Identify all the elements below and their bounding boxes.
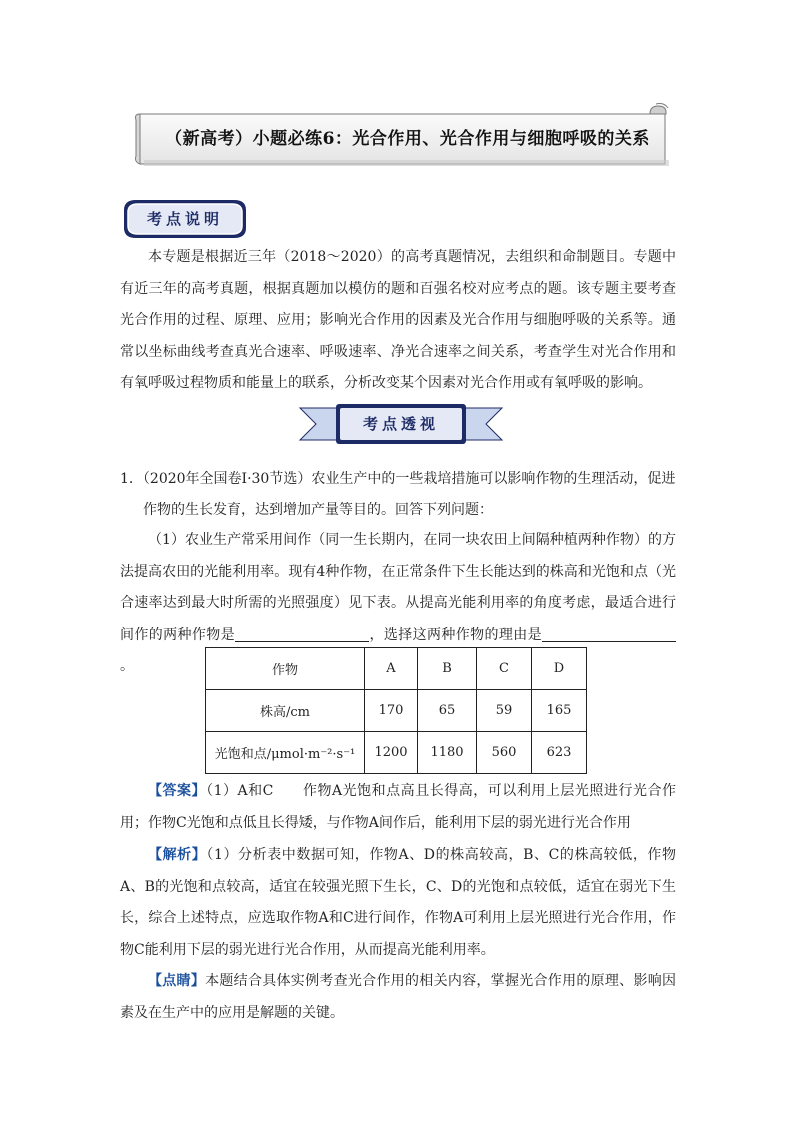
intro-paragraph: 本专题是根据近三年（2018～2020）的高考真题情况，去组织和命制题目。专题中有近三年的高考真题，根据真题加以模仿的题和百强名校对应考点的题。该专题主要考查光合作用的过程、原理、应用；影响光合作用的因素及光合作用与细胞呼吸的关系等。通常以坐标曲线考查真光合速率、呼吸速率、净光合速率之间关系，考查学生对光合作用和有氧呼吸过程物质和能量上的联系，分析改变某个因素对光合作用或有氧呼吸的影响。 bbox=[120, 249, 676, 391]
table-header-cell: A bbox=[365, 648, 418, 690]
question-line-2: 作物的生长发育，达到增加产量等目的。回答下列问题： bbox=[143, 502, 493, 518]
answer-tag: 【答案】 bbox=[148, 783, 207, 799]
answer-section bbox=[120, 776, 676, 839]
analysis-text: （1）分析表中数据可知，作物A、D的株高较高，B、C的株高较低，作物A、B的光饱和点较高，适宜在较强光照下生长，C、D的光饱和点较低，适宜在弱光下生长，综合上述特点，应选取作物A和C进行间作，作物A可利用上层光照进行光合作用，作物C能利用下层的弱光进行光合作用，从而提高光能利用率。 bbox=[120, 847, 676, 958]
table-cell: 65 bbox=[418, 690, 477, 732]
crop-data-table bbox=[205, 647, 587, 774]
answer-blank-1[interactable] bbox=[235, 625, 369, 642]
table-cell: 165 bbox=[532, 690, 587, 732]
table-header-cell: C bbox=[477, 648, 532, 690]
page-title: （新高考）小题必练6：光合作用、光合作用与细胞呼吸的关系 bbox=[165, 129, 650, 149]
table-row bbox=[206, 732, 587, 774]
answer-blank-2[interactable] bbox=[542, 625, 676, 642]
question-text-part3: 。 bbox=[120, 658, 134, 674]
exam-analysis-badge: 考点透视 bbox=[362, 415, 439, 433]
table-cell: 1180 bbox=[418, 732, 477, 774]
question-text-part2: ，选择这两种作物的理由是 bbox=[369, 626, 543, 643]
table-cell: 光饱和点/μmol·m⁻²·s⁻¹ bbox=[206, 732, 365, 774]
note-text: 本题结合具体实例考查光合作用的相关内容，掌握光合作用的原理、影响因素及在生产中的应用是解题的关键。 bbox=[120, 973, 677, 1021]
table-cell: 株高/cm bbox=[206, 690, 365, 732]
table-header-cell: D bbox=[532, 648, 587, 690]
answer-text: （1）A和C 作物A光饱和点高且长得高，可以利用上层光照进行光合作用；作物C光饱和点低且长得矮，与作物A间作后，能利用下层的弱光进行光合作用 bbox=[120, 783, 677, 831]
table-header-row bbox=[206, 648, 587, 690]
table-cell: 623 bbox=[532, 732, 587, 774]
note-tag: 【点睛】 bbox=[148, 973, 206, 989]
analysis-tag: 【解析】 bbox=[148, 847, 207, 863]
note-section bbox=[120, 966, 676, 1029]
table-header-cell: 作物 bbox=[206, 648, 365, 690]
table-cell: 560 bbox=[477, 732, 532, 774]
table-cell: 59 bbox=[477, 690, 532, 732]
table-cell: 1200 bbox=[365, 732, 418, 774]
question-text-part1: （1）农业生产常采用间作（同一生长期内，在同一块农田上间隔种植两种作物）的方法提高农田的光能利用率。现有4种作物，在正常条件下生长能达到的株高和光饱和点（光合速率达到最大时所需的光照强度）见下表。从提高光能利用率的角度考虑，最适合进行间作的两种作物是 bbox=[120, 532, 676, 643]
table-cell: 170 bbox=[365, 690, 418, 732]
analysis-section bbox=[120, 840, 676, 966]
table-header-cell: B bbox=[418, 648, 477, 690]
table-row bbox=[206, 690, 587, 732]
exam-points-badge: 考点说明 bbox=[146, 210, 223, 228]
question-line-1: 1．（2020年全国卷Ⅰ·30节选）农业生产中的一些栽培措施可以影响作物的生理活动，促进 bbox=[120, 471, 676, 487]
